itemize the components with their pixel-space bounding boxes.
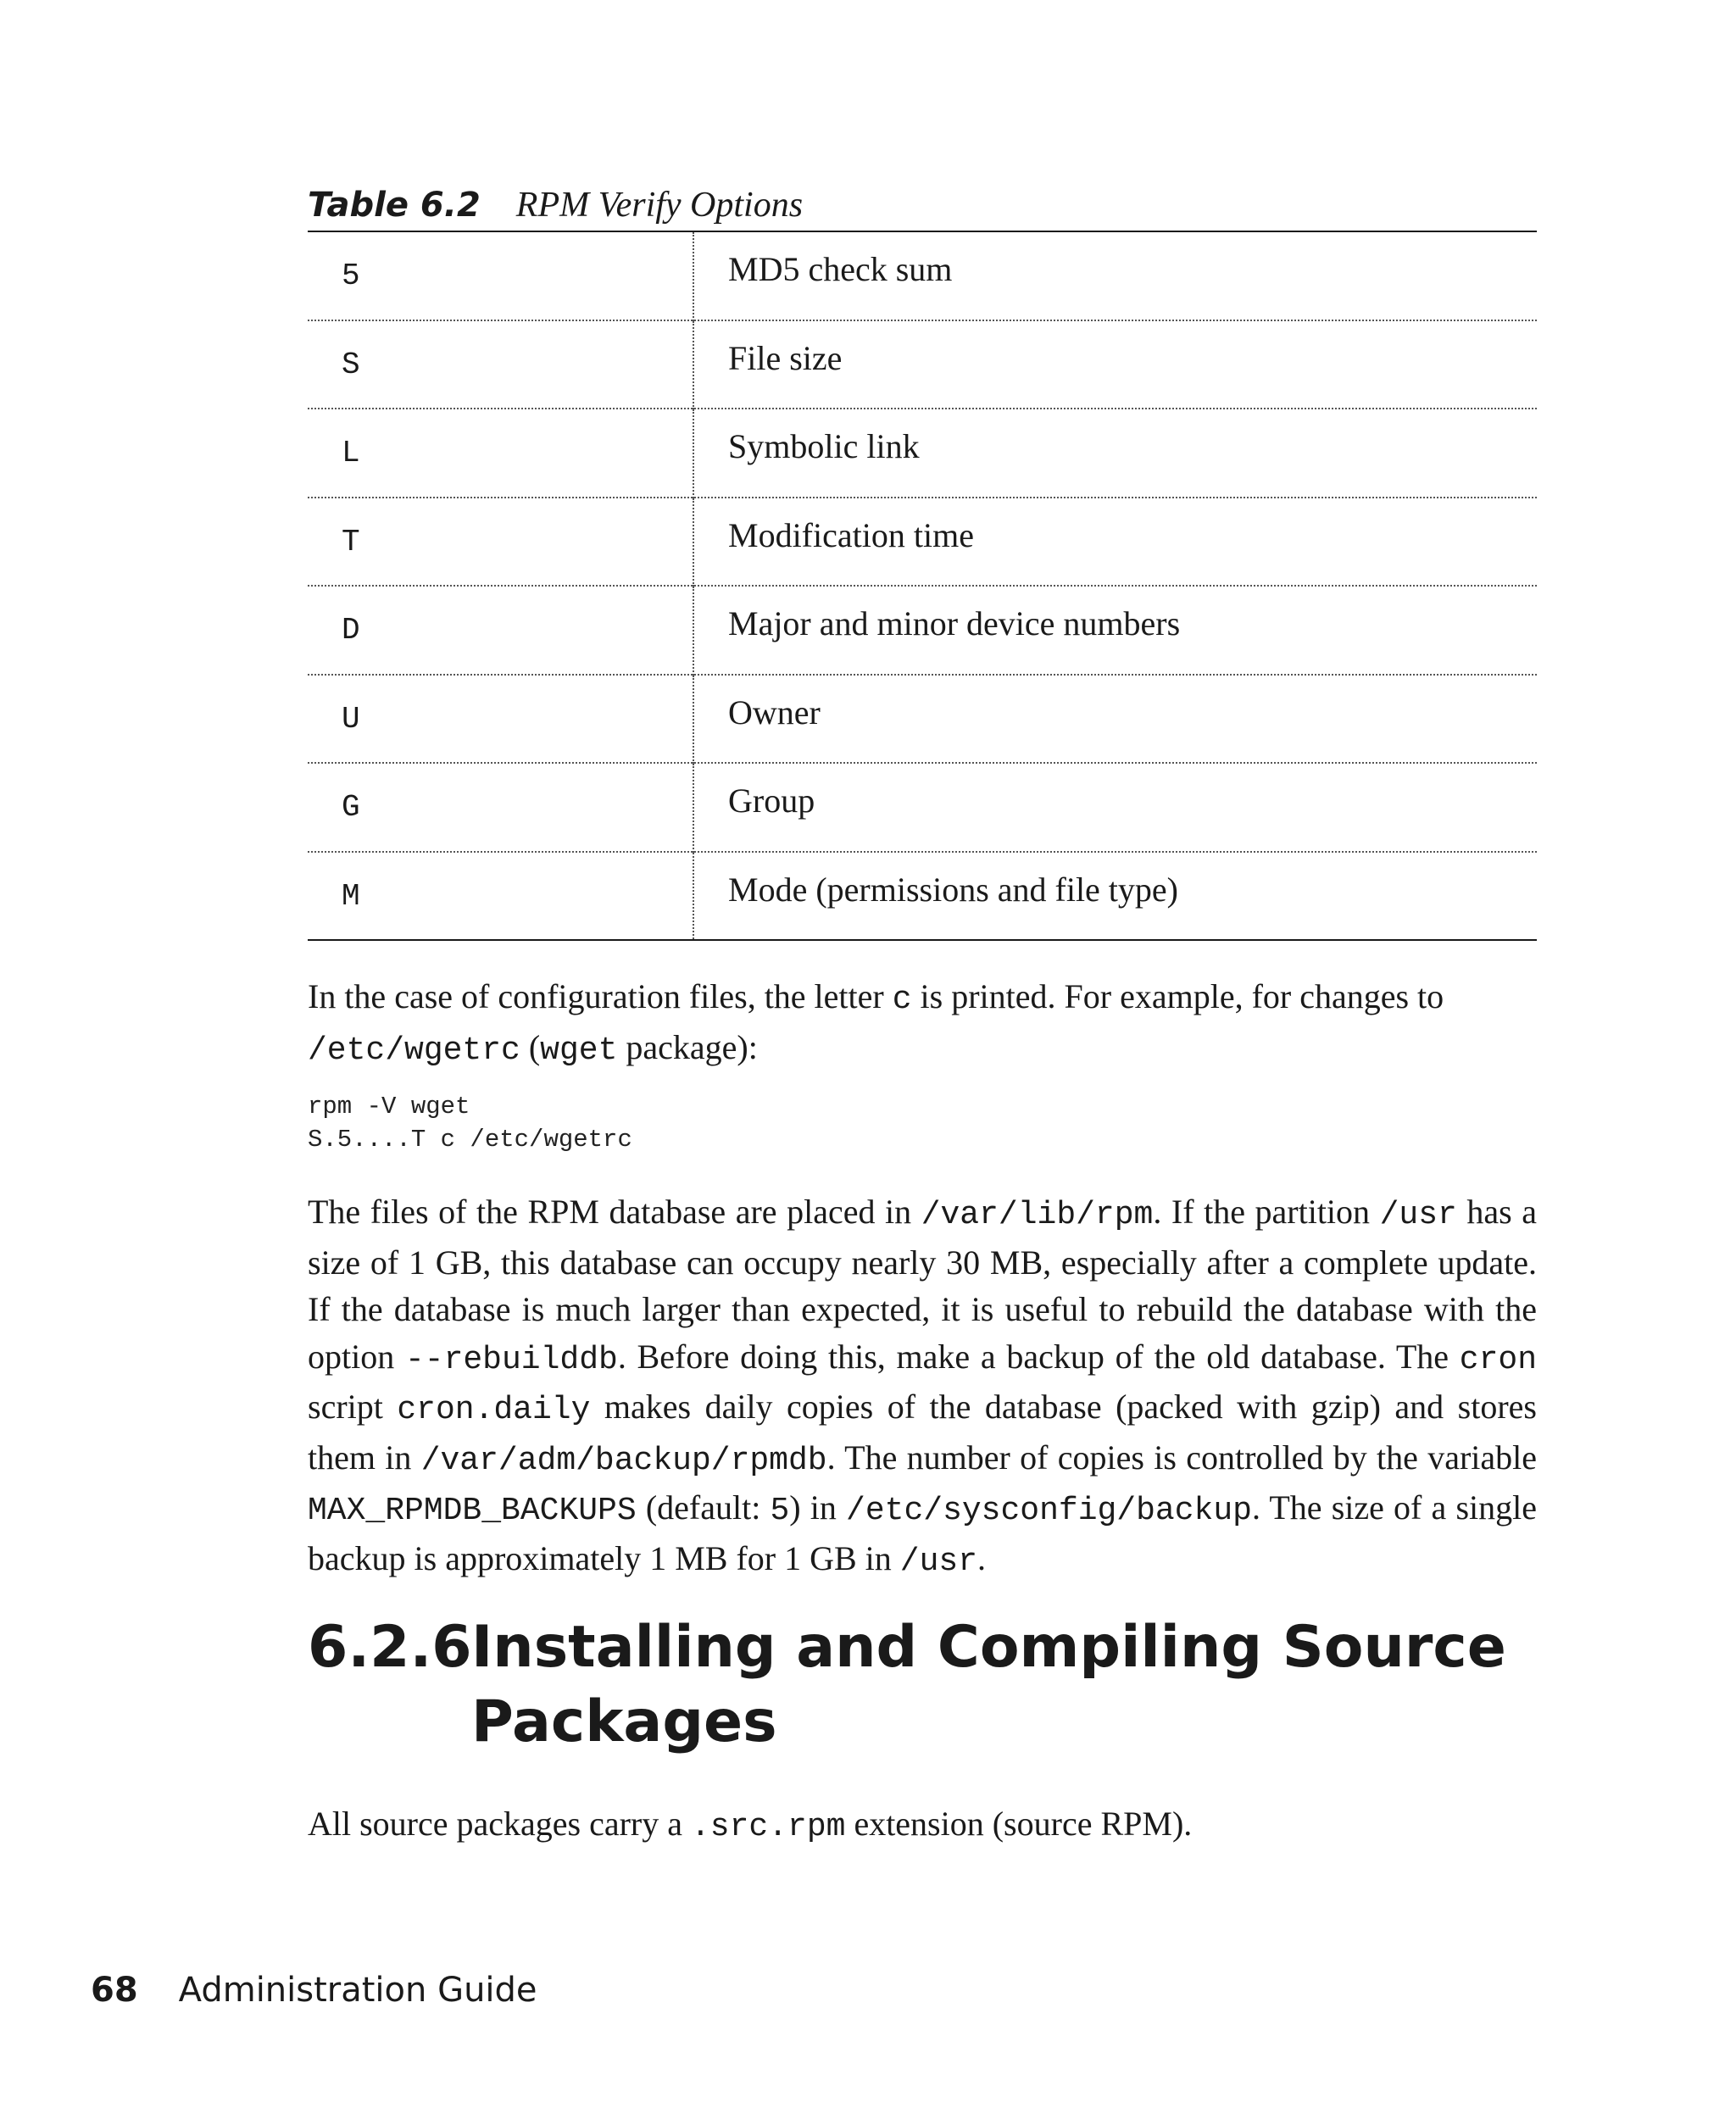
table-row [308, 409, 1537, 498]
text-run: . The number of copies is controlled by the variable [826, 1438, 1538, 1477]
table-label: Table 6.2 [308, 186, 481, 225]
inline-code: .src.rpm [691, 1809, 846, 1845]
text-run: The files of the RPM database are placed in [308, 1193, 921, 1231]
inline-code: /usr [1379, 1197, 1457, 1233]
table-row [308, 231, 1537, 320]
code-block [308, 1090, 632, 1156]
text-run: In the case of configuration files, the letter [308, 977, 893, 1015]
option-code: T [308, 498, 693, 587]
text-run: All source packages carry a [308, 1805, 691, 1843]
code-line: S.5....T c /etc/wgetrc [308, 1126, 632, 1154]
text-run: makes daily copies of the database (packed with gzip) and stores them in [308, 1388, 1537, 1477]
table-row [308, 763, 1537, 852]
inline-code: --rebuilddb [404, 1341, 618, 1378]
option-code: M [308, 852, 693, 941]
inline-code: cron.daily [397, 1392, 591, 1428]
text-run: . The size of a single backup is approximately 1 MB for 1 GB in [308, 1488, 1537, 1577]
table-row [308, 586, 1537, 675]
option-code: 5 [308, 231, 693, 320]
option-description: Major and minor device numbers [693, 586, 1537, 675]
table-row [308, 675, 1537, 764]
inline-code: MAX_RPMDB_BACKUPS [308, 1493, 637, 1529]
option-code: S [308, 320, 693, 409]
text-run: script [308, 1388, 398, 1426]
section-title: Installing and Compiling Source Packages [471, 1614, 1506, 1755]
option-description: File size [693, 320, 1537, 409]
code-line: rpm -V wget [308, 1093, 470, 1121]
inline-code: /usr [899, 1543, 978, 1580]
text-run: (default: [636, 1488, 771, 1527]
option-code: L [308, 409, 693, 498]
inline-code: 5 [770, 1493, 790, 1529]
option-code: G [308, 763, 693, 852]
book-title: Administration Guide [178, 1971, 537, 2010]
page-number: 68 [91, 1971, 138, 2010]
text-run: . [977, 1538, 987, 1577]
text-run: . Before doing this, make a backup of the old database. The [617, 1337, 1460, 1376]
rpm-database-paragraph [308, 1188, 1537, 1585]
inline-code: /var/lib/rpm [921, 1197, 1154, 1233]
inline-code: /etc/wgetrc [308, 1032, 520, 1069]
inline-code: cron [1459, 1341, 1537, 1378]
option-description: Owner [693, 675, 1537, 764]
verify-options-table [308, 231, 1537, 941]
text-run: . If the partition [1153, 1193, 1380, 1231]
text-run: package): [617, 1028, 758, 1066]
text-run: is printed. For example, for changes to [911, 977, 1444, 1015]
table-row [308, 852, 1537, 941]
option-description: Mode (permissions and file type) [693, 852, 1537, 941]
option-description: MD5 check sum [693, 231, 1537, 320]
text-run: extension (source RPM). [845, 1805, 1193, 1843]
inline-code: c [892, 982, 912, 1018]
text-run: has a size of 1 GB, this database can occupy nearly 30 MB, especially after a complete update. If the database is much larger than expected, it is useful to rebuild the database with the option [308, 1193, 1538, 1376]
table-title: RPM Verify Options [515, 186, 804, 225]
table-row [308, 498, 1537, 587]
section-heading [308, 1610, 1537, 1760]
text-run: ( [520, 1028, 541, 1066]
option-code: D [308, 586, 693, 675]
option-description: Modification time [693, 498, 1537, 587]
option-code: U [308, 675, 693, 764]
page-footer [91, 1965, 537, 2016]
inline-code: /var/adm/backup/rpmdb [420, 1442, 827, 1479]
source-packages-paragraph [308, 1800, 1537, 1851]
inline-code: /etc/sysconfig/backup [846, 1493, 1252, 1529]
option-description: Symbolic link [693, 409, 1537, 498]
table-caption [308, 180, 803, 231]
inline-code: wget [540, 1032, 618, 1069]
table-row [308, 320, 1537, 409]
text-run: ) in [789, 1488, 847, 1527]
option-description: Group [693, 763, 1537, 852]
section-number: 6.2.6 [308, 1614, 472, 1681]
config-files-paragraph [308, 973, 1537, 1075]
